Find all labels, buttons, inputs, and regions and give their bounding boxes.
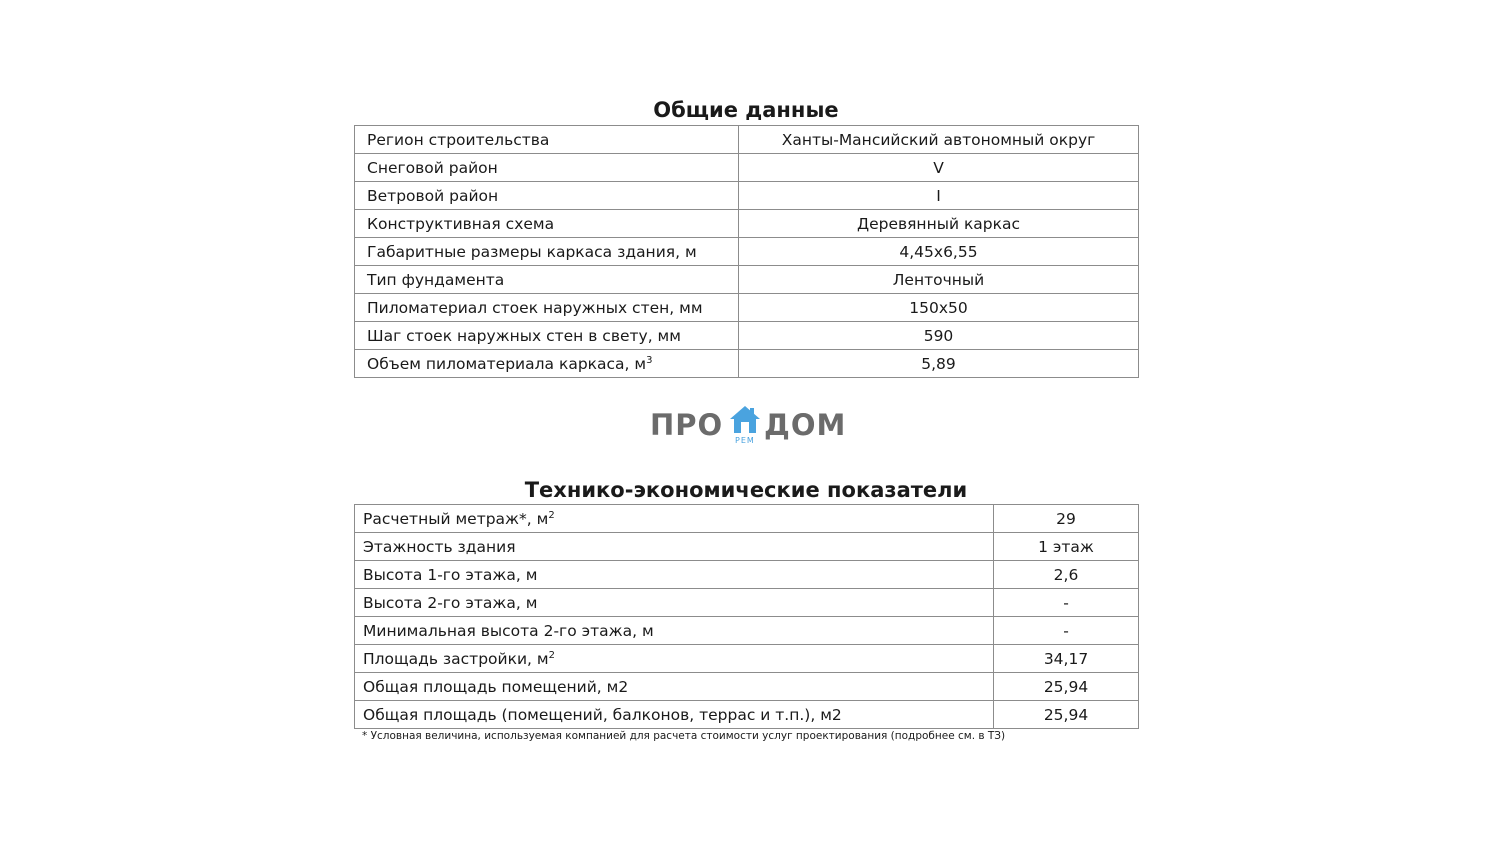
table-row: [355, 294, 1139, 322]
row-label: Ветровой район: [355, 182, 739, 210]
row-label: Этажность здания: [355, 533, 994, 561]
logo-word-dom: ДОМ: [764, 408, 847, 442]
row-label: Пиломатериал стоек наружных стен, мм: [355, 294, 739, 322]
row-value: Деревянный каркас: [739, 210, 1139, 238]
row-label: Регион строительства: [355, 126, 739, 154]
footnote: * Условная величина, используемая компанией для расчета стоимости услуг проектирования (подробнее см. в ТЗ): [362, 730, 1006, 742]
table-row: [355, 350, 1139, 378]
table-row: [355, 645, 1139, 673]
house-icon: [728, 405, 762, 437]
row-label: Объем пиломатериала каркаса, $м^3$: [355, 350, 739, 378]
table-row: [355, 210, 1139, 238]
row-value: I: [739, 182, 1139, 210]
row-label: Общая площадь помещений, м2: [355, 673, 994, 701]
tech-indicators-title: Технико-экономические показатели: [524, 478, 968, 502]
row-label: Минимальная высота 2-го этажа, м: [355, 617, 994, 645]
row-label: Конструктивная схема: [355, 210, 739, 238]
row-value: Ханты-Мансийский автономный округ: [739, 126, 1139, 154]
table-row: [355, 561, 1139, 589]
row-value: 25,94: [994, 673, 1139, 701]
table-row: [355, 505, 1139, 533]
row-label: Высота 2-го этажа, м: [355, 589, 994, 617]
table-row: [355, 182, 1139, 210]
row-value: 4,45х6,55: [739, 238, 1139, 266]
general-data-title: Общие данные: [653, 98, 839, 122]
row-label: Габаритные размеры каркаса здания, м: [355, 238, 739, 266]
table-row: [355, 238, 1139, 266]
table-row: [355, 701, 1139, 729]
logo-word-pro: ПРО: [650, 408, 724, 442]
row-value: -: [994, 589, 1139, 617]
row-value: 5,89: [739, 350, 1139, 378]
table-row: [355, 266, 1139, 294]
row-label: Снеговой район: [355, 154, 739, 182]
row-label: Высота 1-го этажа, м: [355, 561, 994, 589]
row-value: 29: [994, 505, 1139, 533]
row-label: Тип фундамента: [355, 266, 739, 294]
row-value: Ленточный: [739, 266, 1139, 294]
tech-indicators-table: [354, 504, 1139, 729]
row-label: Расчетный метраж*, $м^2$: [355, 505, 994, 533]
row-value: 34,17: [994, 645, 1139, 673]
row-value: 2,6: [994, 561, 1139, 589]
row-value: 150х50: [739, 294, 1139, 322]
table-row: [355, 617, 1139, 645]
table-row: [355, 673, 1139, 701]
table-row: [355, 322, 1139, 350]
row-label: Площадь застройки, $м^2$: [355, 645, 994, 673]
table-row: [355, 154, 1139, 182]
prodom-logo: [650, 405, 850, 447]
row-value: -: [994, 617, 1139, 645]
row-value: 25,94: [994, 701, 1139, 729]
row-label: Общая площадь (помещений, балконов, террас и т.п.), м2: [355, 701, 994, 729]
row-value: 1 этаж: [994, 533, 1139, 561]
table-row: [355, 533, 1139, 561]
table-row: [355, 589, 1139, 617]
general-data-table: [354, 125, 1139, 378]
logo-sub-rem: РЕМ: [735, 436, 755, 445]
row-value: 590: [739, 322, 1139, 350]
row-label: Шаг стоек наружных стен в свету, мм: [355, 322, 739, 350]
table-row: [355, 126, 1139, 154]
row-value: V: [739, 154, 1139, 182]
